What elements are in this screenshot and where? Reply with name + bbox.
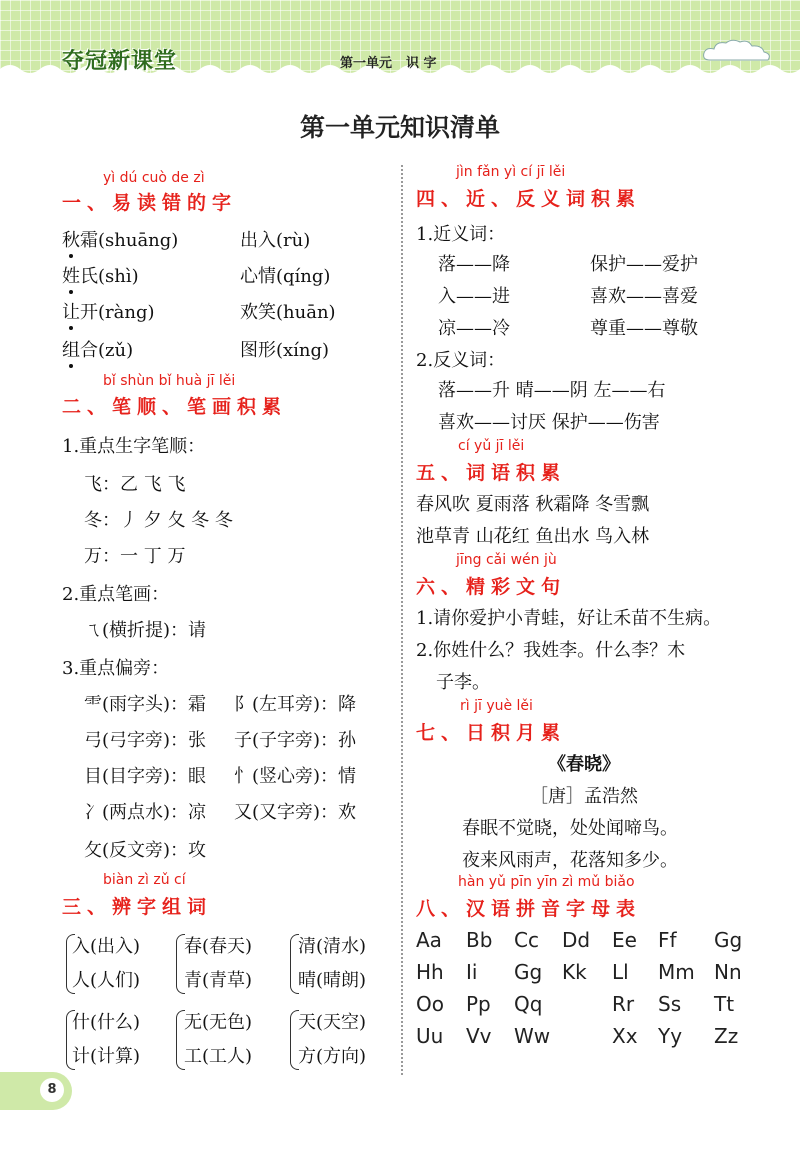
compare-item: 天(天空)	[298, 1012, 367, 1033]
cloud-icon	[702, 38, 772, 62]
subheading: 3.重点偏旁：	[62, 658, 170, 679]
radical-item: 冫(两点水)：凉	[84, 802, 207, 823]
alphabet-letter: Pp	[466, 992, 491, 1016]
alphabet-letter: Nn	[714, 960, 742, 984]
section-pinyin: hàn yǔ pīn yīn zì mǔ biǎo	[458, 874, 635, 890]
alphabet-letter: Oo	[416, 992, 444, 1016]
word-item: 秋霜(shuāng)	[62, 226, 178, 252]
radical-item: 又(又字旁)：欢	[234, 802, 357, 823]
alphabet-letter: Xx	[612, 1024, 638, 1048]
page-number: 8	[40, 1078, 64, 1102]
compare-item: 计(计算)	[72, 1046, 141, 1067]
alphabet-letter: Hh	[416, 960, 444, 984]
word-item: 图形(xíng)	[240, 340, 330, 361]
compare-item: 晴(晴朗)	[298, 970, 367, 991]
column-divider	[401, 165, 403, 1075]
compare-item: 入(出入)	[72, 936, 141, 957]
sentence: 1.请你爱护小青蛙，好让禾苗不生病。	[416, 608, 722, 629]
alphabet-letter: Tt	[714, 992, 735, 1016]
header-banner	[0, 0, 800, 78]
synonym-pair: 尊重——尊敬	[590, 318, 698, 339]
subheading: 1.重点生字笔顺：	[62, 436, 206, 457]
alphabet-letter: Gg	[714, 928, 743, 952]
radical-item: 攵(反文旁)：攻	[84, 840, 207, 861]
sentence: 子李。	[436, 672, 490, 693]
unit-label	[340, 52, 451, 71]
compare-item: 什(什么)	[72, 1012, 141, 1033]
brand-logo: 夺冠新课堂	[62, 49, 178, 74]
word-item: 欢笑(huān)	[240, 302, 336, 323]
section-title: 六、精彩文句	[416, 576, 567, 598]
compare-item: 青(青草)	[184, 970, 253, 991]
word-item: 姓氏(shì)	[62, 262, 139, 288]
synonym-pair: 入——进	[438, 286, 510, 307]
stroke-item: ㄟ(横折提)：请	[84, 620, 207, 641]
compare-item: 方(方向)	[298, 1046, 367, 1067]
alphabet-letter: Dd	[562, 928, 591, 952]
poem-line: 夜来风雨声，花落知多少。	[462, 850, 678, 871]
subheading: 2.重点笔画：	[62, 584, 170, 605]
stroke-order: 飞：乙 飞 飞	[84, 474, 186, 495]
section-pinyin: cí yǔ jī lěi	[458, 438, 525, 454]
phrase-row: 池草青 山花红 鱼出水 鸟入林	[416, 526, 650, 547]
alphabet-letter: Mm	[658, 960, 695, 984]
section-title: 三、辨字组词	[62, 896, 213, 918]
alphabet-letter: Yy	[658, 1024, 683, 1048]
section-pinyin: biàn zì zǔ cí	[103, 872, 186, 888]
alphabet-letter: Ff	[658, 928, 677, 952]
section-title: 八、汉语拼音字母表	[416, 898, 642, 920]
section-pinyin: jīng cǎi wén jù	[456, 552, 557, 568]
radical-item: 子(子字旁)：孙	[234, 730, 357, 751]
section-pinyin: bǐ shùn bǐ huà jī lěi	[103, 373, 236, 389]
radical-item: 目(目字旁)：眼	[84, 766, 207, 787]
alphabet-letter: Qq	[514, 992, 543, 1016]
word-item: 心情(qíng)	[240, 266, 331, 287]
synonym-pair: 凉——冷	[438, 318, 510, 339]
page-title: 第一单元知识清单	[299, 113, 500, 142]
alphabet-letter: Aa	[416, 928, 442, 952]
antonym-row: 落——升 晴——阴 左——右	[438, 380, 666, 401]
section-title: 一、易读错的字	[62, 192, 238, 214]
section-pinyin: yì dú cuò de zì	[103, 170, 205, 186]
radical-item: ⻗(雨字头)：霜	[84, 694, 207, 715]
radical-item: 弓(弓字旁)：张	[84, 730, 207, 751]
word-item: 组合(zǔ)	[62, 336, 133, 362]
stroke-order: 万：一 丁 万	[84, 546, 186, 567]
alphabet-letter: Ee	[612, 928, 637, 952]
compare-item: 清(清水)	[298, 936, 367, 957]
alphabet-letter: Ii	[466, 960, 478, 984]
synonym-pair: 落——降	[438, 254, 510, 275]
compare-item: 工(工人)	[184, 1046, 253, 1067]
section-title: 四、近、反义词积累	[416, 188, 642, 210]
word-item: 出入(rù)	[240, 230, 311, 251]
poem-author: ［唐］孟浩然	[530, 786, 638, 807]
section-pinyin: jìn fǎn yì cí jī lěi	[456, 164, 566, 180]
alphabet-letter: Rr	[612, 992, 635, 1016]
phrase-row: 春风吹 夏雨落 秋霜降 冬雪飘	[416, 494, 650, 515]
sentence: 2.你姓什么？我姓李。什么李？木	[416, 640, 686, 661]
poem-title: 《春晓》	[548, 754, 620, 775]
compare-item: 无(无色)	[184, 1012, 253, 1033]
alphabet-letter: Zz	[714, 1024, 739, 1048]
alphabet-letter: Ww	[514, 1024, 551, 1048]
subheading: 1.近义词：	[416, 224, 506, 245]
synonym-pair: 喜欢——喜爱	[590, 286, 698, 307]
antonym-row: 喜欢——讨厌 保护——伤害	[438, 412, 660, 433]
compare-item: 春(春天)	[184, 936, 253, 957]
alphabet-letter: Kk	[562, 960, 587, 984]
alphabet-letter: Cc	[514, 928, 539, 952]
poem-line: 春眠不觉晓，处处闻啼鸟。	[462, 818, 678, 839]
section-title: 五、词语积累	[416, 462, 567, 484]
unit-topic: 识 字	[406, 56, 437, 71]
word-item: 让开(ràng)	[62, 298, 155, 324]
section-pinyin: rì jī yuè lěi	[460, 698, 533, 714]
alphabet-letter: Vv	[466, 1024, 492, 1048]
alphabet-letter: Uu	[416, 1024, 444, 1048]
stroke-order: 冬：丿 夕 夂 冬 冬	[84, 510, 233, 531]
alphabet-letter: Ll	[612, 960, 629, 984]
alphabet-letter: Gg	[514, 960, 543, 984]
alphabet-letter: Bb	[466, 928, 493, 952]
compare-item: 人(人们)	[72, 970, 141, 991]
synonym-pair: 保护——爱护	[590, 254, 698, 275]
unit-name: 第一单元	[340, 56, 393, 71]
alphabet-letter: Ss	[658, 992, 682, 1016]
subheading: 2.反义词：	[416, 350, 506, 371]
radical-item: 阝(左耳旁)：降	[234, 694, 357, 715]
radical-item: 忄(竖心旁)：情	[234, 766, 357, 787]
section-title: 二、笔顺、笔画积累	[62, 396, 288, 418]
section-title: 七、日积月累	[416, 722, 567, 744]
